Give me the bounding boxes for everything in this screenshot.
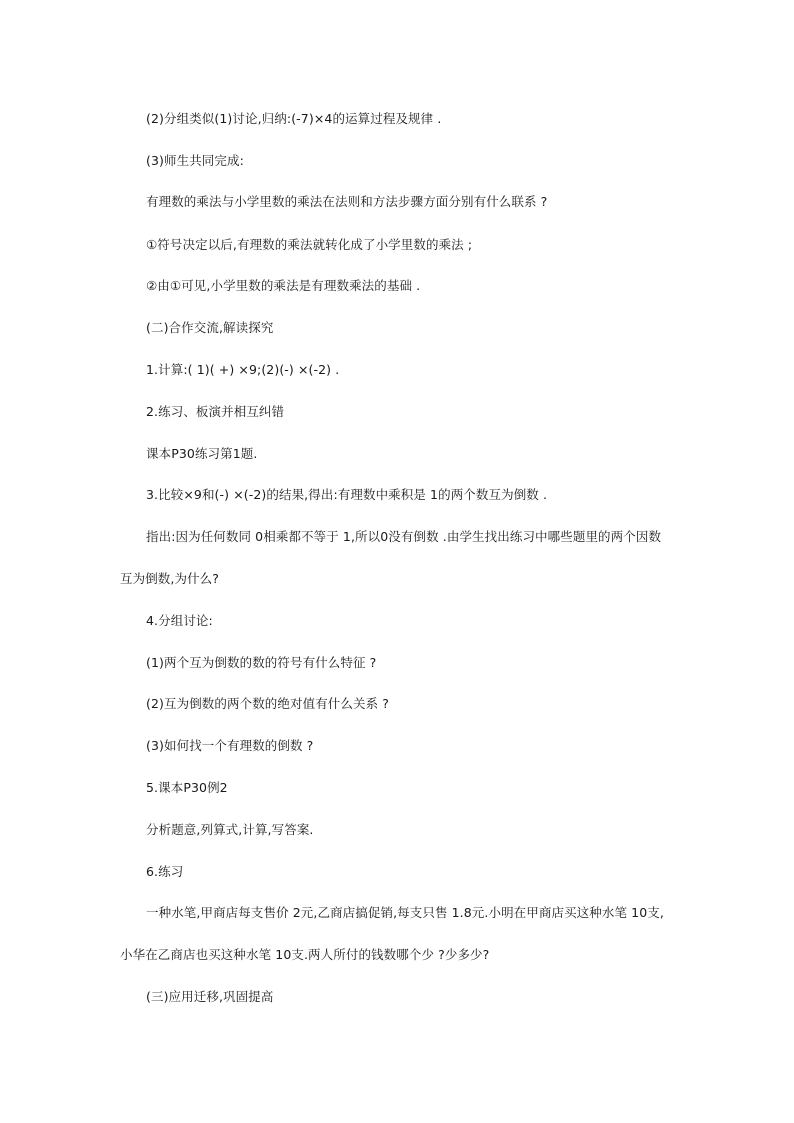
text-line: (2)分组类似(1)讨论,归纳:(-7)×4的运算过程及规律 . (146, 111, 442, 126)
text-line: 5.课本P30例2 (146, 780, 228, 795)
text-line: 2.练习、板演并相互纠错 (146, 404, 285, 419)
text-line: ①符号决定以后,有理数的乘法就转化成了小学里数的乘法 ; (146, 237, 473, 252)
text-line: 指出:因为任何数同 0相乘都不等于 1,所以0没有倒数 .由学生找出练习中哪些题里的两个因数 (146, 529, 662, 544)
text-line: 1.计算:( 1)( +) ×9;(2)(-) ×(-2) . (146, 362, 340, 377)
section-heading: (二)合作交流,解读探究 (146, 320, 274, 335)
text-line: 小华在乙商店也买这种水笔 10支.两人所付的钱数哪个少 ?少多少? (120, 947, 490, 962)
text-line: ②由①可见,小学里数的乘法是有理数乘法的基础 . (146, 278, 421, 293)
text-line: 一种水笔,甲商店每支售价 2元,乙商店搞促销,每支只售 1.8元.小明在甲商店买这种水笔 10支, (146, 905, 664, 920)
text-line: (2)互为倒数的两个数的绝对值有什么关系 ? (146, 696, 390, 711)
text-line: (1)两个互为倒数的数的符号有什么特征 ? (146, 655, 377, 670)
text-line: 互为倒数,为什么? (120, 571, 220, 586)
text-line: (3)师生共同完成: (146, 153, 244, 168)
text-line: 课本P30练习第1题. (146, 446, 258, 461)
text-line: 4.分组讨论: (146, 613, 213, 628)
text-line: 3.比较×9和(-) ×(-2)的结果,得出:有理数中乘积是 1的两个数互为倒数 . (146, 487, 548, 502)
text-line: 6.练习 (146, 864, 184, 879)
text-line: 有理数的乘法与小学里数的乘法在法则和方法步骤方面分别有什么联系 ? (146, 194, 548, 209)
text-line: (3)如何找一个有理数的倒数 ? (146, 738, 314, 753)
text-line: 分析题意,列算式,计算,写答案. (146, 822, 314, 837)
section-heading: (三)应用迁移,巩固提高 (146, 989, 274, 1004)
